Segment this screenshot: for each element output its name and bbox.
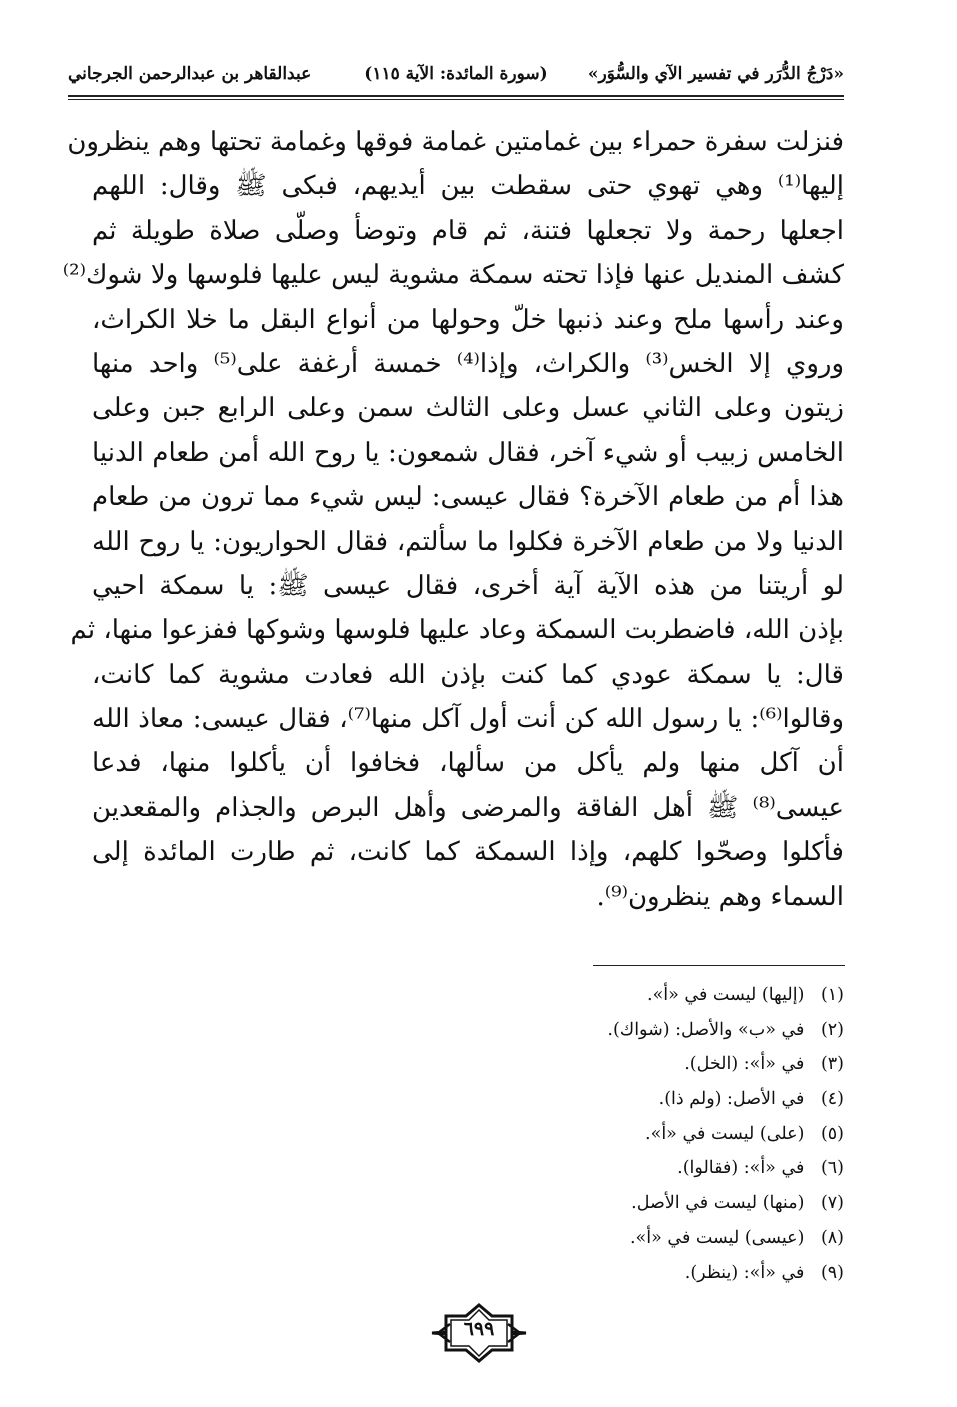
footnote-text: في «أ»: (الخل). <box>684 1054 805 1075</box>
text-line: أن آكل منها ولم يأكل من سألها، فخافوا أن يأكلوا منها، فدعا <box>92 748 844 779</box>
footnote <box>400 978 844 1013</box>
footnote-text: (على) ليست في «أ». <box>645 1123 805 1144</box>
footnote-text: في «أ»: (ينظر). <box>684 1262 805 1283</box>
footnote-text: (إليها) ليست في «أ». <box>647 985 805 1005</box>
footnote-text: (منها) ليست في الأصل. <box>631 1193 805 1214</box>
footnote <box>400 1013 844 1048</box>
text-line: السماء وهم ينظرون⁽⁹⁾. <box>596 881 844 912</box>
text-line: بإذن الله، فاضطربت السمكة وعاد عليها فلوسها وشوكها ففزعوا منها، ثم <box>70 615 844 646</box>
text-line: إليها⁽¹⁾ وهي تهوي حتى سقطت بين أيديهم، فبكى ﷺ وقال: اللهم <box>92 171 844 202</box>
footnote <box>400 1117 844 1152</box>
text-line: اجعلها رحمة ولا تجعلها فتنة، ثم قام وتوضأ وصلّى صلاة طويلة ثم <box>92 215 844 246</box>
footnote-number: (٢) <box>820 1019 844 1040</box>
running-header <box>68 58 844 92</box>
footnote-number: (٨) <box>820 1227 844 1248</box>
footnotes <box>400 978 844 1290</box>
footnote-number: (٣) <box>820 1054 844 1075</box>
footnote-divider <box>593 965 845 966</box>
footnote <box>400 1082 844 1117</box>
text-line: زيتون وعلى الثاني عسل وعلى الثالث سمن وعلى الرابع جبن وعلى <box>92 393 844 424</box>
footnote-number: (٧) <box>820 1193 844 1214</box>
footnote <box>400 1256 844 1291</box>
footnote-text: (عيسى) ليست في «أ». <box>629 1227 805 1248</box>
header-surah-ayah: (سورة المائدة: الآية ١١٥) <box>364 64 548 84</box>
text-line: وقالوا⁽⁶⁾: يا رسول الله كن أنت أول آكل منها⁽⁷⁾، فقال عيسى: معاذ الله <box>92 704 844 735</box>
text-line: فأكلوا وصحّوا كلهم، وإذا السمكة كما كانت، ثم طارت المائدة إلى <box>92 837 844 868</box>
footnote-number: (٤) <box>820 1089 844 1110</box>
text-line: لو أريتنا من هذه الآية آية أخرى، فقال عيسى ﷺ: يا سمكة احيي <box>92 570 844 601</box>
text-line: وعند رأسها ملح وعند ذنبها خلّ وحولها من أنواع البقل ما خلا الكراث، <box>92 304 844 335</box>
text-line: كشف المنديل عنها فإذا تحته سمكة مشوية ليس عليها فلوسها ولا شوك⁽²⁾ <box>62 260 844 291</box>
header-author: عبدالقاهر بن عبدالرحمن الجرجاني <box>68 64 312 84</box>
footnote-number: (٥) <box>820 1123 844 1144</box>
header-divider <box>68 95 844 100</box>
text-line: الخامس زبيب أو شيء آخر، فقال شمعون: يا روح الله أمن طعام الدنيا <box>92 437 844 468</box>
footnote-text: في «ب» والأصل: (شواك). <box>607 1019 805 1040</box>
footnote-number: (٩) <box>820 1262 844 1283</box>
footnote <box>400 1047 844 1082</box>
footnote <box>400 1151 844 1186</box>
header-book-title: «دَرْجُ الدُّرَر في تفسير الآي والسُّوَر» <box>587 64 844 84</box>
page-number-ornament <box>428 1302 530 1364</box>
page-number: ٦٩٩ <box>463 1318 495 1340</box>
footnote-text: في «أ»: (فقالوا). <box>677 1158 805 1179</box>
main-text <box>62 120 845 919</box>
footnote-number: (٦) <box>820 1158 844 1179</box>
footnote <box>400 1221 844 1256</box>
text-line: وروي إلا الخس⁽³⁾ والكراث، وإذا⁽⁴⁾ خمسة أرغفة على⁽⁵⁾ واحد منها <box>92 348 845 379</box>
text-line: عيسى⁽⁸⁾ ﷺ أهل الفاقة والمرضى وأهل البرص والجذام والمقعدين <box>92 792 844 823</box>
footnote <box>400 1186 844 1221</box>
text-line: الدنيا ولا من طعام الآخرة فكلوا ما سألتم، فقال الحواريون: يا روح الله <box>92 526 844 557</box>
text-line: فنزلت سفرة حمراء بين غمامتين غمامة فوقها وغمامة تحتها وهم ينظرون <box>67 127 844 157</box>
footnote-number: (١) <box>820 985 844 1005</box>
text-line: قال: يا سمكة عودي كما كنت بإذن الله فعادت مشوية كما كانت، <box>92 659 844 690</box>
text-line: هذا أم من طعام الآخرة؟ فقال عيسى: ليس شيء مما ترون من طعام <box>92 482 844 513</box>
footnote-text: في الأصل: (ولم ذا). <box>658 1089 805 1110</box>
